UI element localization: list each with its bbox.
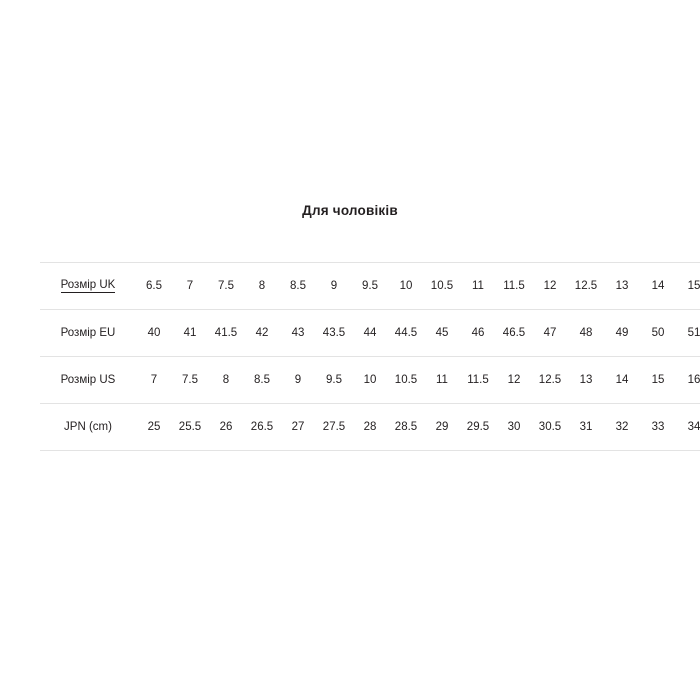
cell-jpn-8: 29 (424, 404, 460, 451)
cell-jpn-11: 30.5 (532, 404, 568, 451)
cell-jpn-9: 29.5 (460, 404, 496, 451)
cell-us-10: 12 (496, 357, 532, 404)
cell-us-6: 10 (352, 357, 388, 404)
cell-uk-4: 8.5 (280, 263, 316, 310)
cell-eu-6: 44 (352, 310, 388, 357)
size-table (40, 262, 700, 451)
cell-us-8: 11 (424, 357, 460, 404)
cell-us-11: 12.5 (532, 357, 568, 404)
cell-eu-2: 41.5 (208, 310, 244, 357)
page-title: Для чоловіків (302, 203, 398, 218)
cell-jpn-13: 32 (604, 404, 640, 451)
cell-eu-11: 47 (532, 310, 568, 357)
cell-eu-13: 49 (604, 310, 640, 357)
cell-us-3: 8.5 (244, 357, 280, 404)
cell-us-5: 9.5 (316, 357, 352, 404)
row-header-jpn: JPN (cm) (40, 404, 136, 451)
cell-eu-12: 48 (568, 310, 604, 357)
cell-us-0: 7 (136, 357, 172, 404)
cell-uk-8: 10.5 (424, 263, 460, 310)
cell-jpn-15: 34 (676, 404, 700, 451)
cell-jpn-3: 26.5 (244, 404, 280, 451)
cell-eu-10: 46.5 (496, 310, 532, 357)
cell-uk-9: 11 (460, 263, 496, 310)
row-header-us: Розмір US (40, 357, 136, 404)
cell-uk-15: 15 (676, 263, 700, 310)
cell-us-2: 8 (208, 357, 244, 404)
cell-uk-11: 12 (532, 263, 568, 310)
cell-jpn-6: 28 (352, 404, 388, 451)
cell-us-1: 7.5 (172, 357, 208, 404)
table-row (40, 263, 700, 310)
cell-eu-0: 40 (136, 310, 172, 357)
row-header-uk-label: Розмір UK (60, 279, 116, 291)
cell-uk-14: 14 (640, 263, 676, 310)
cell-eu-15: 51 (676, 310, 700, 357)
cell-jpn-14: 33 (640, 404, 676, 451)
cell-us-14: 15 (640, 357, 676, 404)
table-row (40, 357, 700, 404)
cell-jpn-10: 30 (496, 404, 532, 451)
cell-uk-10: 11.5 (496, 263, 532, 310)
cell-jpn-0: 25 (136, 404, 172, 451)
cell-eu-8: 45 (424, 310, 460, 357)
size-table-container (40, 262, 700, 451)
cell-us-12: 13 (568, 357, 604, 404)
cell-uk-13: 13 (604, 263, 640, 310)
cell-jpn-4: 27 (280, 404, 316, 451)
cell-us-15: 16 (676, 357, 700, 404)
cell-us-7: 10.5 (388, 357, 424, 404)
cell-uk-12: 12.5 (568, 263, 604, 310)
cell-uk-6: 9.5 (352, 263, 388, 310)
cell-eu-7: 44.5 (388, 310, 424, 357)
cell-uk-5: 9 (316, 263, 352, 310)
cell-eu-1: 41 (172, 310, 208, 357)
row-header-eu: Розмір EU (40, 310, 136, 357)
cell-jpn-5: 27.5 (316, 404, 352, 451)
cell-us-13: 14 (604, 357, 640, 404)
table-row (40, 310, 700, 357)
cell-eu-9: 46 (460, 310, 496, 357)
cell-eu-14: 50 (640, 310, 676, 357)
cell-uk-2: 7.5 (208, 263, 244, 310)
cell-us-9: 11.5 (460, 357, 496, 404)
row-header-uk (40, 263, 136, 310)
cell-eu-5: 43.5 (316, 310, 352, 357)
cell-jpn-2: 26 (208, 404, 244, 451)
cell-us-4: 9 (280, 357, 316, 404)
cell-jpn-12: 31 (568, 404, 604, 451)
cell-eu-4: 43 (280, 310, 316, 357)
cell-jpn-1: 25.5 (172, 404, 208, 451)
cell-uk-0: 6.5 (136, 263, 172, 310)
cell-uk-7: 10 (388, 263, 424, 310)
cell-uk-1: 7 (172, 263, 208, 310)
cell-jpn-7: 28.5 (388, 404, 424, 451)
cell-uk-3: 8 (244, 263, 280, 310)
table-row (40, 404, 700, 451)
cell-eu-3: 42 (244, 310, 280, 357)
